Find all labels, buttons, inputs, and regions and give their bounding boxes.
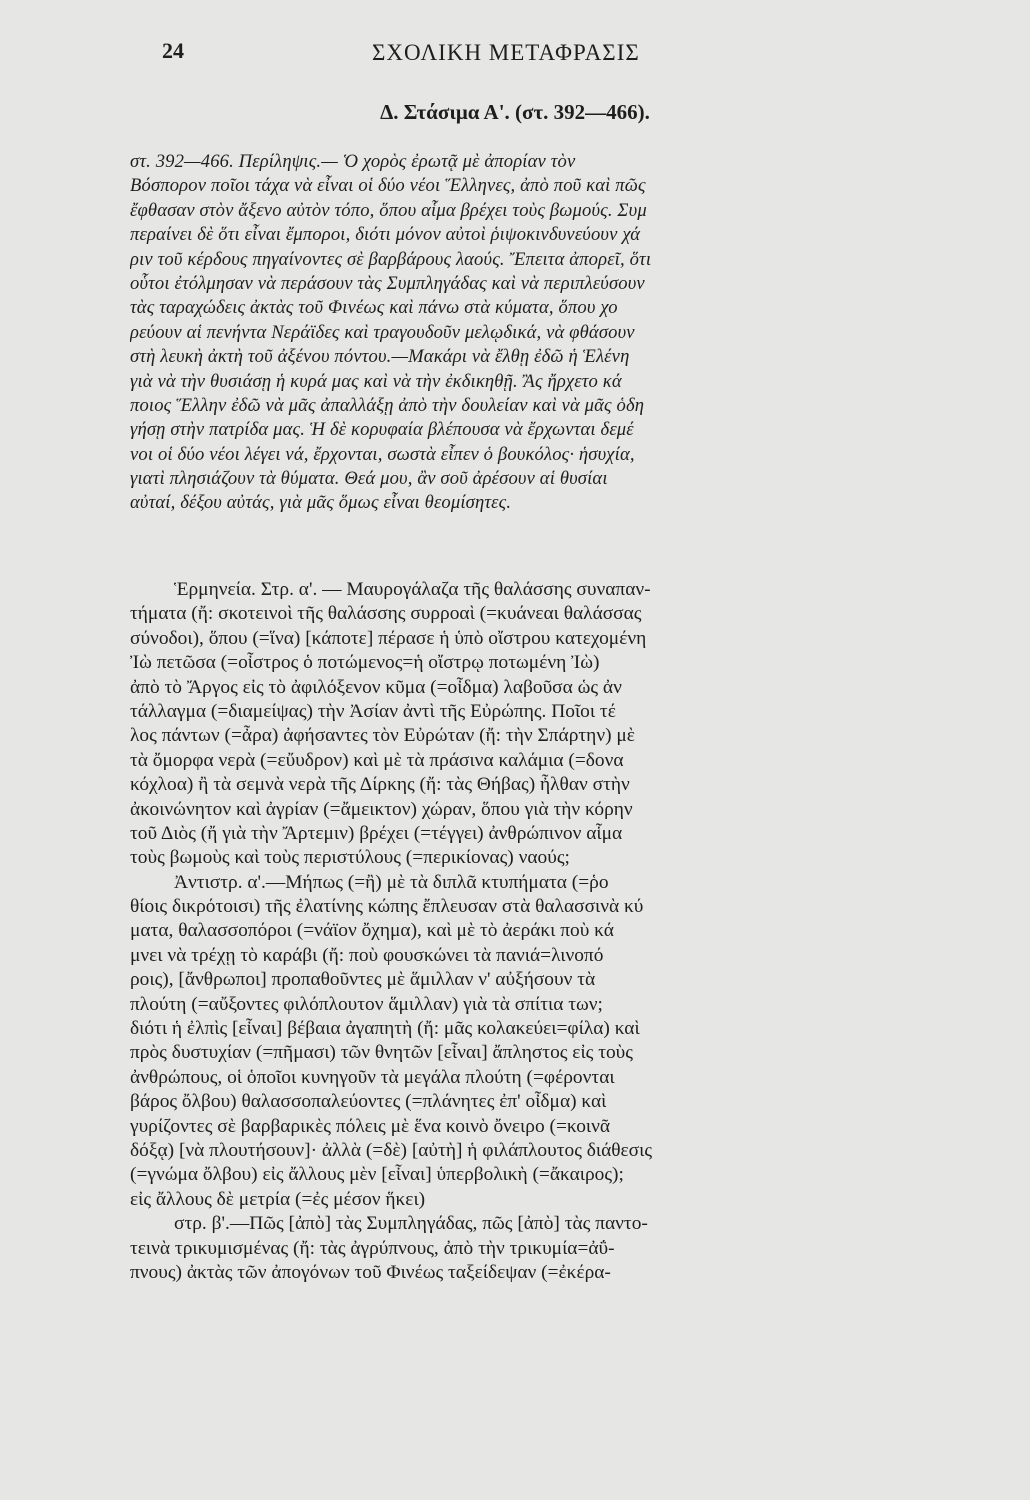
commentary-line: Ἰὼ πετῶσα (=οἶστρος ὁ ποτώμενος=ἡ οἴστρῳ ποτωμένη Ἰὼ) bbox=[130, 652, 600, 674]
section-title: Δ. Στάσιμα Α'. (στ. 392—466). bbox=[380, 100, 650, 124]
summary-line: γήσῃ στὴν πατρίδα μας. Ἡ δὲ κορυφαία βλέπουσα νὰ ἔρχωνται δεμέ bbox=[130, 419, 634, 441]
commentary-line: ἀκοινώνητον καὶ ἀγρίαν (=ἄμεικτον) χώραν, ὅπου γιὰ τὴν κόρην bbox=[130, 798, 633, 820]
commentary-line: Ἀντιστρ. α'.—Μήπως (=ἢ) μὲ τὰ διπλᾶ κτυπήματα (=ῥο bbox=[174, 871, 609, 893]
summary-line: αὐταί, δέξου αὐτάς, γιὰ μᾶς ὅμως εἶναι θεομίσητες. bbox=[130, 492, 512, 514]
commentary-line: πλούτη (=αὔξοντες φιλόπλουτον ἅμιλλαν) γιὰ τὰ σπίτια των; bbox=[130, 993, 603, 1015]
commentary-line: λος πάντων (=ἆρα) ἀφήσαντες τὸν Εὐρώταν (ἤ: τὴν Σπάρτην) μὲ bbox=[130, 725, 635, 747]
commentary-line: τὰ ὄμορφα νερὰ (=εὔυδρον) καὶ μὲ τὰ πράσινα καλάμια (=δονα bbox=[130, 749, 624, 771]
commentary-line: ἀνθρώπους, οἱ ὁποῖοι κυνηγοῦν τὰ μεγάλα πλούτη (=φέρονται bbox=[130, 1066, 615, 1088]
summary-line: νοι οἱ δύο νέοι λέγει νά, ἔρχονται, σωστὰ εἶπεν ὁ βουκόλος· ἡσυχία, bbox=[130, 443, 635, 465]
commentary-line: κόχλοα) ἢ τὰ σεμνὰ νερὰ τῆς Δίρκης (ἤ: τὰς Θήβας) ἦλθαν στὴν bbox=[130, 774, 630, 796]
commentary-line: γυρίζοντες σὲ βαρβαρικὲς πόλεις μὲ ἕνα κοινὸ ὄνειρο (=κοινᾶ bbox=[130, 1115, 611, 1137]
commentary-line: δόξᾳ) [νὰ πλουτήσουν]· ἀλλὰ (=δὲ) [αὐτὴ] ἡ φιλάπλουτος διάθεσις bbox=[130, 1139, 653, 1161]
summary-paragraph bbox=[130, 150, 935, 516]
commentary-line: πρὸς δυστυχίαν (=πῆμασι) τῶν θνητῶν [εἶναι] ἄπληστος εἰς τοὺς bbox=[130, 1042, 633, 1064]
commentary-line: τήματα (ἤ: σκοτεινοὶ τῆς θαλάσσης συρροαὶ (=κυάνεαι θαλάσσας bbox=[130, 603, 642, 625]
page-header bbox=[162, 38, 882, 72]
commentary-section bbox=[130, 578, 935, 1285]
summary-line: γιὰ νὰ τὴν θυσιάσῃ ἡ κυρά μας καὶ νὰ τὴν ἐκδικηθῇ. Ἂς ἤρχετο κά bbox=[130, 370, 622, 392]
commentary-line: ἀπὸ τὸ Ἄργος εἰς τὸ ἀφιλόξενον κῦμα (=οἶδμα) λαβοῦσα ὡς ἀν bbox=[130, 676, 622, 698]
page-number: 24 bbox=[162, 38, 184, 63]
commentary-line: τεινὰ τρικυμισμένας (ἤ: τὰς ἀγρύπνους, ἀπὸ τὴν τρικυμία=ἀΰ- bbox=[130, 1237, 615, 1259]
summary-line: οὗτοι ἐτόλμησαν νὰ περάσουν τὰς Συμπληγάδας καὶ νὰ περιπλεύσουν bbox=[130, 272, 645, 294]
commentary-line: πνους) ἀκτὰς τῶν ἀπογόνων τοῦ Φινέως ταξείδεψαν (=ἐκέρα- bbox=[130, 1261, 611, 1283]
summary-line: γιατὶ πλησιάζουν τὰ θύματα. Θεά μου, ἂν σοῦ ἀρέσουν αἱ θυσίαι bbox=[130, 468, 608, 490]
summary-line: ρεύουν αἱ πενήντα Νεράϊδες καὶ τραγουδοῦν μελῳδικά, νὰ φθάσουν bbox=[130, 321, 635, 343]
summary-line: τὰς ταραχώδεις ἀκτὰς τοῦ Φινέως καὶ πάνω στὰ κύματα, ὅπου χο bbox=[130, 297, 618, 319]
summary-line: στ. 392—466. Περίληψις.— Ὁ χορὸς ἐρωτᾷ μὲ ἀπορίαν τὸν bbox=[130, 151, 576, 172]
summary-line: ριν τοῦ κέρδους πηγαίνοντες σὲ βαρβάρους λαούς. Ἔπειτα ἀπορεῖ, ὅτι bbox=[130, 248, 652, 270]
commentary-line: διότι ἡ ἐλπὶς [εἶναι] βέβαια ἀγαπητὴ (ἤ: μᾶς κολακεύει=φίλα) καὶ bbox=[130, 1018, 640, 1040]
commentary-line: (=γνώμα ὄλβου) εἰς ἄλλους μὲν [εἶναι] ὑπερβολικὴ (=ἄκαιρος); bbox=[130, 1164, 624, 1186]
summary-line: ποιος Ἕλλην ἐδῶ νὰ μᾶς ἀπαλλάξῃ ἀπὸ τὴν δουλείαν καὶ νὰ μᾶς ὁδη bbox=[130, 394, 645, 416]
running-title: ΣΧΟΛΙΚΗ ΜΕΤΑΦΡΑΣΙΣ bbox=[372, 40, 640, 65]
commentary-line: ροις), [ἄνθρωποι] προπαθοῦντες μὲ ἅμιλλαν ν' αὐξήσουν τὰ bbox=[130, 969, 596, 991]
commentary-line: ματα, θαλασσοπόροι (=νάϊον ὄχημα), καὶ μὲ τὸ ἀεράκι ποὺ κά bbox=[130, 920, 614, 942]
summary-line: ἔφθασαν στὸν ἄξενο αὐτὸν τόπο, ὅπου αἷμα βρέχει τοὺς βωμούς. Συμ bbox=[130, 199, 647, 221]
commentary-line: τοῦ Διὸς (ἤ γιὰ τὴν Ἄρτεμιν) βρέχει (=τέγγει) ἀνθρώπινον αἷμα bbox=[130, 822, 623, 844]
summary-line: περαίνει δὲ ὅτι εἶναι ἔμποροι, διότι μόνον αὐτοὶ ῥιψοκινδυνεύουν χά bbox=[130, 224, 641, 246]
commentary-line: στρ. β'.—Πῶς [ἀπὸ] τὰς Συμπληγάδας, πῶς [ἀπὸ] τὰς παντο- bbox=[174, 1213, 648, 1235]
commentary-line: μνει νὰ τρέχῃ τὸ καράβι (ἤ: ποὺ φουσκώνει τὰ πανιά=λινοπό bbox=[130, 944, 604, 966]
commentary-line: θίοις δικρότοισι) τῆς ἐλατίνης κώπης ἔπλευσαν στὰ θαλασσινὰ κύ bbox=[130, 896, 644, 918]
commentary-line: βάρος ὄλβου) θαλασσοπαλεύοντες (=πλάνητες ἐπ' οἶδμα) καὶ bbox=[130, 1091, 607, 1113]
commentary-line: Ἑρμηνεία. Στρ. α'. — Μαυρογάλαζα τῆς θαλάσσης συναπαν- bbox=[174, 579, 651, 600]
commentary-line: τάλλαγμα (=διαμείψας) τὴν Ἀσίαν ἀντὶ τῆς Εὐρώπης. Ποῖοι τέ bbox=[130, 700, 616, 722]
summary-line: στὴ λευκὴ ἀκτὴ τοῦ ἀξένου πόντου.—Μακάρι νὰ ἔλθῃ ἐδῶ ἡ Ἑλένη bbox=[130, 346, 630, 368]
summary-line: Βόσπορον ποῖοι τάχα νὰ εἶναι οἱ δύο νέοι Ἕλληνες, ἀπὸ ποῦ καὶ πῶς bbox=[130, 175, 646, 197]
commentary-line: σύνοδοι), ὅπου (=ἵνα) [κάποτε] πέρασε ἡ ὑπὸ οἴστρου κατεχομένη bbox=[130, 627, 647, 649]
commentary-line: τοὺς βωμοὺς καὶ τοὺς περιστύλους (=περικίονας) ναούς; bbox=[130, 847, 570, 869]
commentary-line: εἰς ἄλλους δὲ μετρία (=ἐς μέσον ἥκει) bbox=[130, 1188, 426, 1210]
